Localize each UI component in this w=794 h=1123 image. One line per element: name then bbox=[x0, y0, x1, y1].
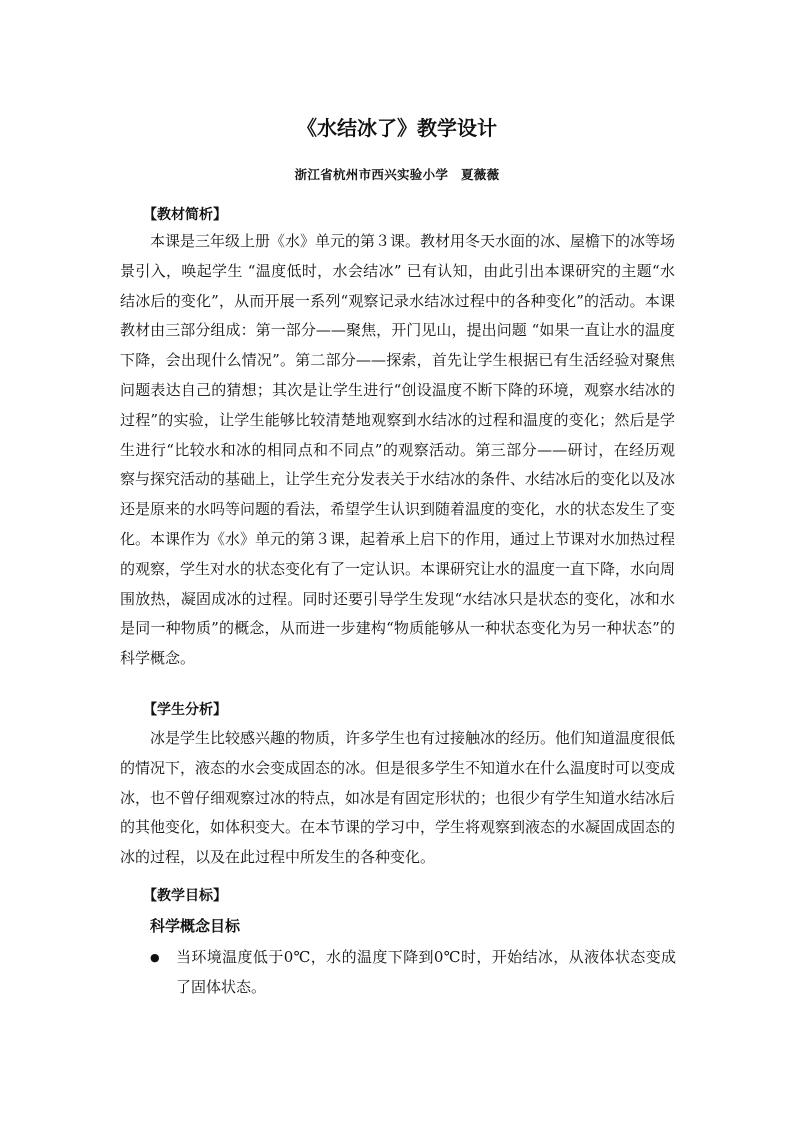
paragraph-students: 冰是学生比较感兴趣的物质，许多学生也有过接触冰的经历。他们知道温度很低的情况下，液态的水会变成固态的冰。但是很多学生不知道水在什么温度时可以变成冰，也不曾仔细观察过冰的特点，如冰是有固定形状的；也很少有学生知道水结冰后的其他变化，如体积变大。在本节课的学习中，学生将观察到液态的水凝固成固态的冰的过程，以及在此过程中所发生的各种变化。 bbox=[120, 729, 676, 867]
bullet-dot-icon: ● bbox=[150, 951, 160, 964]
section-heading-goals: 【教学目标】 bbox=[143, 888, 227, 904]
goal-bullet-item: 当环境温度低于0℃，水的温度下降到0℃时，开始结冰，从液体状态变成了固体状态。 bbox=[176, 948, 676, 996]
paragraph-textbook: 本课是三年级上册《水》单元的第３课。教材用冬天水面的冰、屋檐下的冰等场景引入，唤起学生 “温度低时，水会结冰” 已有认知，由此引出本课研究的主题“水结冰后的变化”，从而开展一系列“观察记录水结冰过程中的各种变化”的活动。本课教材由三部分组成：第一部分——聚焦，开门见山，提出问题 “如果一直让水的温度下降，会出现什么情况”。第二部分——探索，首先让学生根据已有生活经验对聚焦问题表达自己的猜想；其次是让学生进行“创设温度不断下降的环境，观察水结冰的过程”的实验，让学生能够比较清楚地观察到水结冰的过程和温度的变化；然后是学生进行“比较水和冰的相同点和不同点”的观察活动。第三部分——研讨，在经历观察与探究活动的基础上，让学生充分发表关于水结冰的条件、水结冰后的变化以及冰还是原来的水吗等问题的看法，希望学生认识到随着温度的变化，水的状态发生了变化。本课作为《水》单元的第３课，起着承上启下的作用，通过上节课对水加热过程的观察，学生对水的状态变化有了一定认识。本课研究让水的温度一直下降，水向周围放热，凝固成冰的过程。同时还要引导学生发现“水结冰只是状态的变化，冰和水是同一种物质”的概念，从而进一步建构“物质能够从一种状态变化为另一种状态”的科学概念。 bbox=[120, 232, 676, 668]
subheading-science-concept: 科学概念目标 bbox=[150, 917, 241, 935]
section-heading-students: 【学生分析】 bbox=[143, 702, 227, 718]
section-heading-textbook: 【教材简析】 bbox=[143, 207, 227, 223]
author-line: 浙江省杭州市西兴实验小学 夏薇薇 bbox=[294, 167, 500, 182]
document-title: 《水结冰了》教学设计 bbox=[297, 116, 497, 140]
